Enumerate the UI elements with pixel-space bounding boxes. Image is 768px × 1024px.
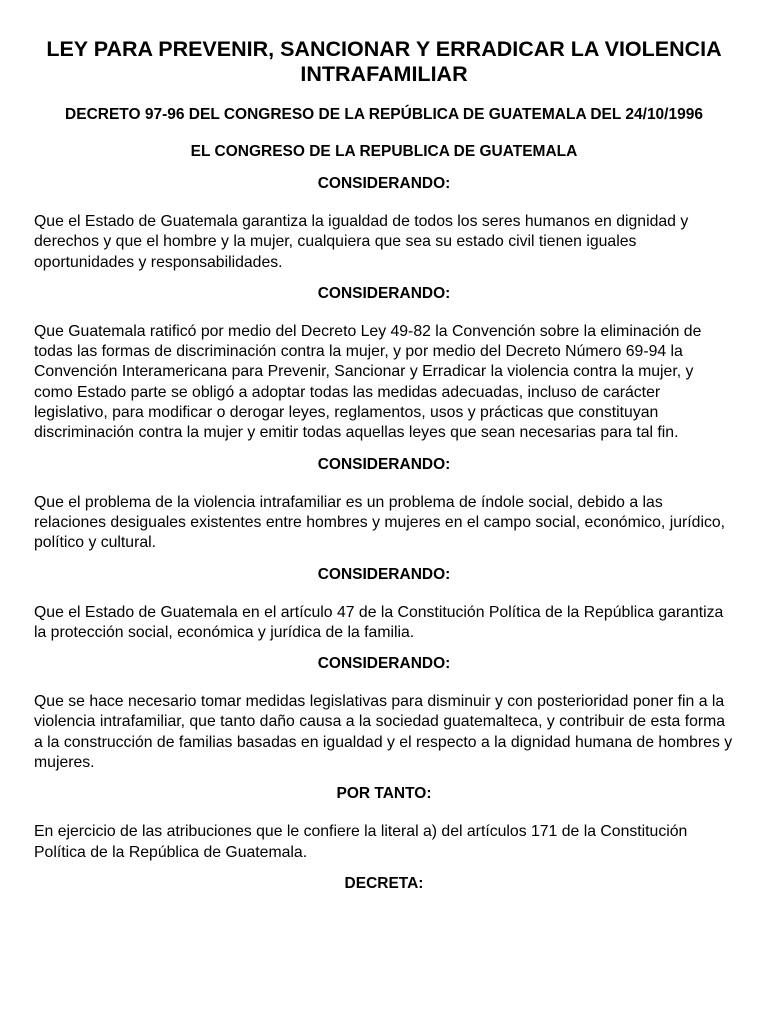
section-paragraph: Que Guatemala ratificó por medio del Decreto Ley 49-82 la Convención sobre la eliminación de todas las formas de discriminación contra la mujer, y por medio del Decreto Número 69-94 la Convención Interamericana para Prevenir, Sancionar y Erradicar la violencia contra la mujer, y como Estado parte se obligó a adoptar todas las medidas adecuadas, incluso de carácter legislativo, para modificar o derogar leyes, reglamentos, usos y prácticas que constituyan discriminación contra la mujer y emitir todas aquellas leyes que sean necesarias para tal fin.	[34, 322, 702, 442]
section-paragraph: Que el problema de la violencia intrafamiliar es un problema de índole social, debido a las relaciones desiguales existentes entre hombres y mujeres en el campo social, económico, jurídico, político y cultural.	[34, 493, 726, 552]
document-title: LEY PARA PREVENIR, SANCIONAR Y ERRADICAR LA VIOLENCIA INTRAFAMILIAR	[46, 37, 722, 86]
section-paragraph: Que el Estado de Guatemala en el artículo 47 de la Constitución Política de la República garantiza la protección social, económica y jurídica de la familia.	[34, 603, 724, 641]
section-heading: CONSIDERANDO:	[317, 565, 451, 583]
considerando-section-4	[34, 565, 734, 644]
considerando-section-5	[34, 654, 734, 773]
section-paragraph: Que se hace necesario tomar medidas legislativas para disminuir y con posterioridad poner fin a la violencia intrafamiliar, que tanto daño causa a la sociedad guatemalteca, y contribuir de esta forma a la construcción de familias basadas en igualdad y el respecto a la dignidad humana de hombres y mujeres.	[34, 693, 733, 772]
decree-subtitle: DECRETO 97-96 DEL CONGRESO DE LA REPÚBLICA DE GUATEMALA DEL 24/10/1996	[65, 106, 703, 123]
decreta-section	[34, 874, 734, 893]
considerando-section-3	[34, 455, 734, 554]
section-heading: CONSIDERANDO:	[317, 284, 451, 302]
por-tanto-section	[34, 784, 734, 863]
congress-heading: EL CONGRESO DE LA REPUBLICA DE GUATEMALA	[190, 143, 578, 160]
section-paragraph: En ejercicio de las atribuciones que le confiere la literal a) del artículos 171 de la Constitución Política de la República de Guatemala.	[34, 823, 688, 861]
section-paragraph: Que el Estado de Guatemala garantiza la igualdad de todos los seres humanos en dignidad y derechos y que el hombre y la mujer, cualquiera que sea su estado civil tienen iguales oportunidades y responsabilidades.	[34, 213, 689, 271]
considerando-section-2	[34, 284, 734, 444]
considerando-section-1	[34, 174, 734, 273]
section-heading: CONSIDERANDO:	[317, 455, 451, 473]
section-heading: CONSIDERANDO:	[317, 655, 451, 673]
section-heading: POR TANTO:	[336, 785, 432, 803]
decreta-heading: DECRETA:	[344, 874, 424, 892]
section-heading: CONSIDERANDO:	[317, 175, 451, 192]
